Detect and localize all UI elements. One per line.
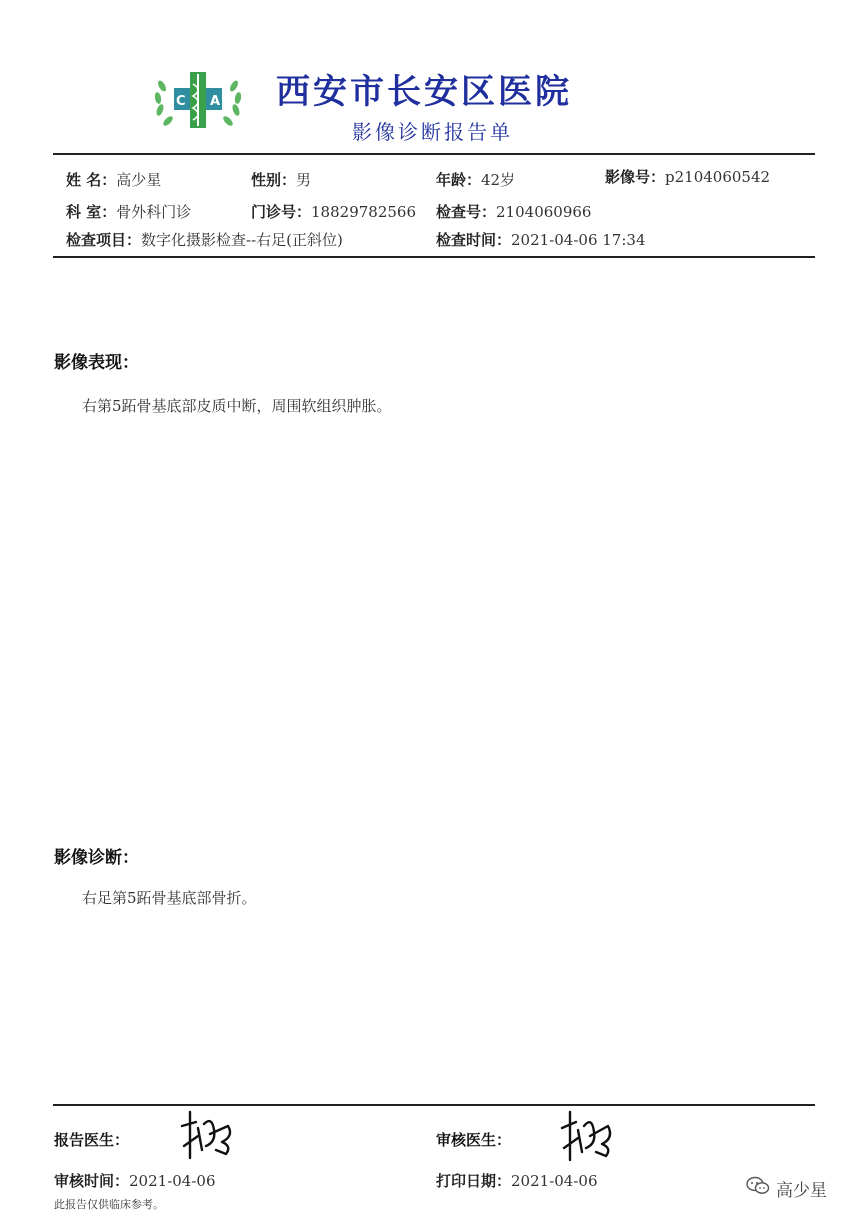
report-doctor-signature [176,1106,238,1164]
report-title: 影像诊断报告单 [352,120,513,144]
outpatient-no-label: 门诊号： [251,203,312,221]
findings-title: 影像表现： [54,353,139,373]
header-top-rule [53,153,815,155]
exam-no-field [436,201,591,222]
sex-field [251,169,311,190]
exam-time-field [436,229,646,250]
age-value: 42岁 [481,171,516,189]
patient-name-field [66,169,161,190]
image-no-value: p2104060542 [665,168,771,186]
report-doctor-label: 报告医生： [54,1131,130,1149]
print-date-field [436,1170,598,1191]
outpatient-no-value: 18829782566 [311,203,416,221]
exam-time-label: 检查时间： [436,231,512,249]
outpatient-no-field [251,201,416,222]
sex-value: 男 [296,171,312,189]
svg-text:C: C [176,94,186,109]
age-label: 年龄： [436,171,482,189]
image-no-field [605,166,770,187]
sex-label: 性别： [251,171,297,189]
department-value: 骨外科门诊 [116,203,192,221]
patient-name-label: 姓 名： [66,171,117,189]
diagnosis-title: 影像诊断： [54,848,139,868]
image-no-label: 影像号： [605,168,666,186]
hospital-name: 西安市长安区医院 [276,72,572,112]
department-label: 科 室： [66,203,117,221]
exam-item-label: 检查项目： [66,231,142,249]
header-bottom-rule [53,256,815,258]
exam-time-value: 2021-04-06 17:34 [511,231,646,249]
hospital-logo [152,66,244,136]
exam-no-value: 2104060966 [496,203,592,221]
department-field [66,201,191,222]
age-field [436,169,515,190]
review-doctor-label: 审核医生： [436,1131,512,1149]
wechat-icon [746,1176,776,1201]
watermark [746,1176,827,1201]
patient-name-value: 高少星 [116,171,162,189]
review-time-label: 审核时间： [54,1172,130,1190]
svg-text:A: A [210,94,221,109]
diagnosis-text: 右足第5跖骨基底部骨折。 [82,889,257,907]
review-time-field [54,1170,216,1191]
exam-no-label: 检查号： [436,203,497,221]
exam-item-field [66,229,343,250]
watermark-text: 高少星 [776,1181,827,1201]
findings-text: 右第5跖骨基底部皮质中断，周围软组织肿胀。 [82,397,392,415]
disclaimer: 此报告仅供临床参考。 [54,1198,164,1211]
footer-rule [53,1104,815,1106]
review-time-value: 2021-04-06 [129,1172,216,1190]
exam-item-value: 数字化摄影检查--右足(正斜位) [141,231,343,249]
print-date-label: 打印日期： [436,1172,512,1190]
review-doctor-signature [556,1106,618,1164]
print-date-value: 2021-04-06 [511,1172,598,1190]
